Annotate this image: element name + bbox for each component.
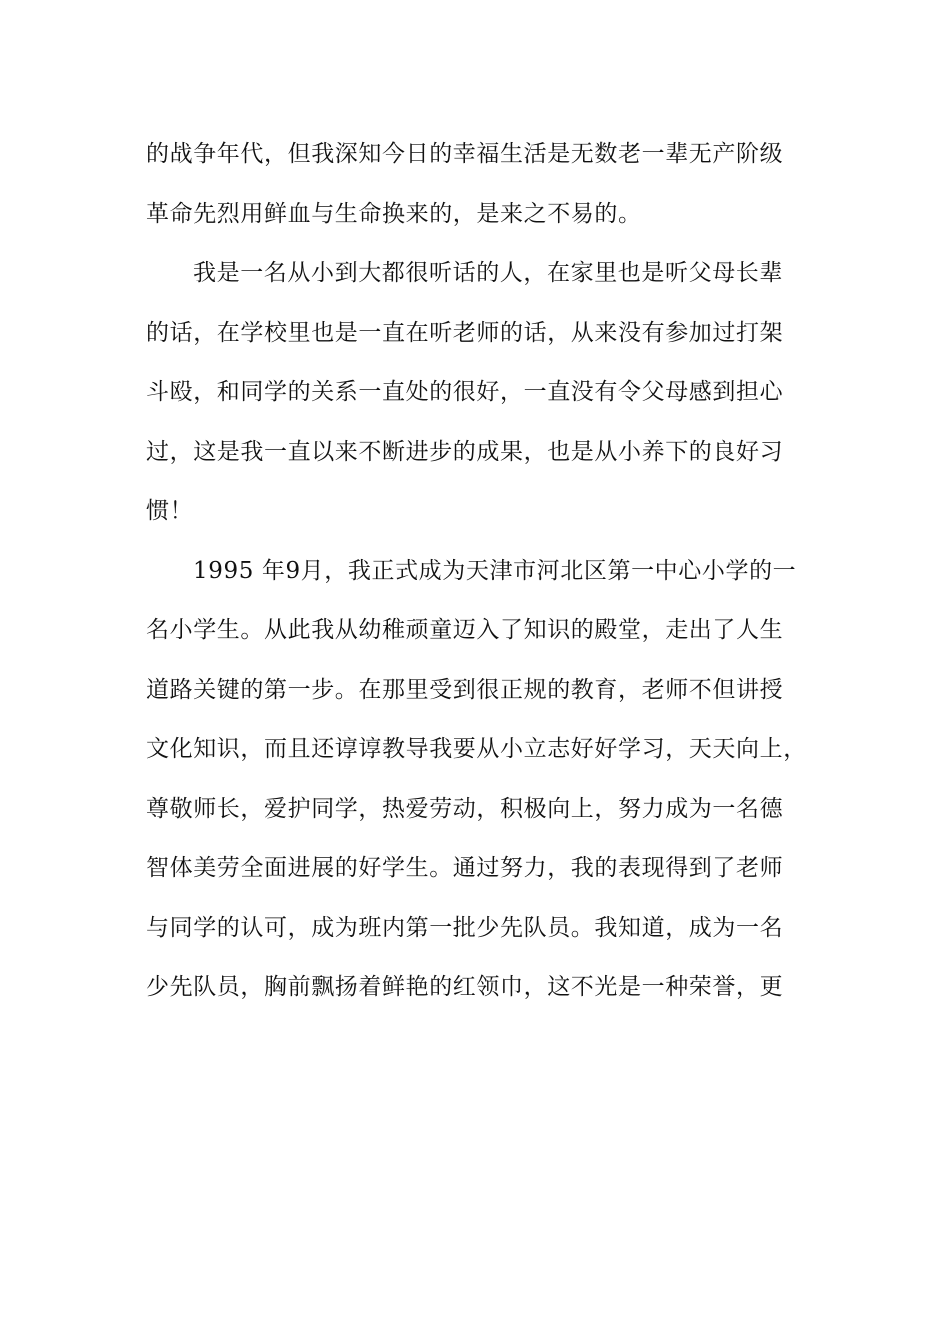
paragraph-start-line: 1995 年9月，我正式成为天津市河北区第一中心小学的一 <box>193 557 797 584</box>
text-line: 过，这是我一直以来不断进步的成果，也是从小养下的良好习 <box>146 438 784 465</box>
text-line: 少先队员，胸前飘扬着鲜艳的红领巾，这不光是一种荣誉，更 <box>146 974 784 1000</box>
text-line: 与同学的认可，成为班内第一批少先队员。我知道，成为一名 <box>146 914 784 941</box>
text-line: 的战争年代，但我深知今日的幸福生活是无数老一辈无产阶级 <box>146 141 784 167</box>
paragraph-start-line: 我是一名从小到大都很听话的人，在家里也是听父母长辈 <box>193 260 783 286</box>
text-line: 的话，在学校里也是一直在听老师的话，从来没有参加过打架 <box>146 319 784 346</box>
text-line: 智体美劳全面进展的好学生。通过努力，我的表现得到了老师 <box>146 855 784 881</box>
text-line: 惯！ <box>146 498 194 524</box>
document-body <box>146 125 826 1018</box>
text-line: 文化知识，而且还谆谆教导我要从小立志好好学习，天天向上， <box>146 736 807 762</box>
text-line: 革命先烈用鲜血与生命换来的，是来之不易的。 <box>146 200 642 227</box>
text-line: 斗殴，和同学的关系一直处的很好，一直没有令父母感到担心 <box>146 379 784 405</box>
text-line: 尊敬师长，爱护同学，热爱劳动，积极向上，努力成为一名德 <box>146 795 784 822</box>
text-line: 道路关键的第一步。在那里受到很正规的教育，老师不但讲授 <box>146 676 784 703</box>
text-line: 名小学生。从此我从幼稚顽童迈入了知识的殿堂，走出了人生 <box>146 617 784 643</box>
